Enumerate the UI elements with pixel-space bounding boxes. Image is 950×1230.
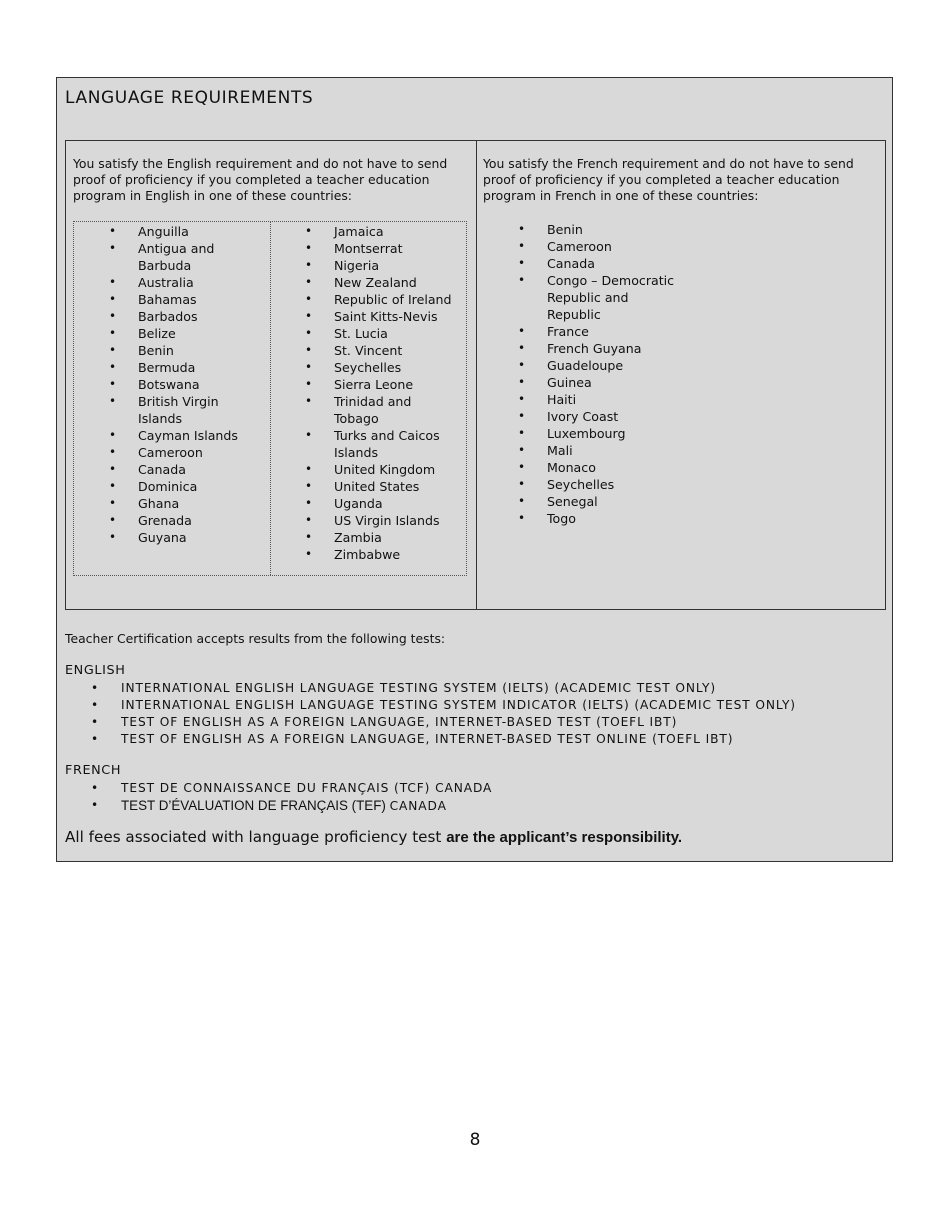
- list-item-text: Mali: [547, 443, 573, 458]
- list-item-text: St. Vincent: [334, 343, 403, 358]
- bullet-icon: •: [518, 375, 526, 389]
- list-item-text: British Virgin Islands: [138, 394, 219, 426]
- bullet-icon: •: [305, 496, 313, 510]
- list-item: [74, 325, 238, 342]
- list-item-text: Belize: [138, 326, 176, 341]
- bullet-icon: •: [109, 479, 117, 493]
- bullet-icon: •: [518, 273, 526, 287]
- list-item: [270, 325, 459, 342]
- fees-emphasis: are the applicant’s responsibility.: [446, 829, 683, 846]
- bullet-icon: •: [518, 494, 526, 508]
- list-item-text: Cameroon: [138, 445, 203, 460]
- list-item: [483, 408, 682, 425]
- list-item: [483, 391, 682, 408]
- list-item: [74, 495, 238, 512]
- english-countries-col1: [74, 223, 270, 546]
- english-countries-col2: [270, 223, 467, 563]
- list-item: [270, 291, 459, 308]
- list-item: [270, 257, 459, 274]
- list-item-text: Uganda: [334, 496, 383, 511]
- bullet-icon: •: [305, 394, 313, 408]
- bullet-icon: •: [91, 698, 100, 712]
- bullet-icon: •: [91, 715, 100, 729]
- list-item: [483, 357, 682, 374]
- fees-text: All fees associated with language proficiency test: [65, 828, 447, 846]
- bullet-icon: •: [109, 224, 117, 238]
- list-item: [74, 461, 238, 478]
- list-item: [483, 238, 682, 255]
- list-item: [270, 308, 459, 325]
- list-item: [270, 240, 459, 257]
- list-item: [74, 393, 238, 427]
- bullet-icon: •: [305, 292, 313, 306]
- list-item-text: Guyana: [138, 530, 187, 545]
- list-item-text: Jamaica: [334, 224, 384, 239]
- list-item: [483, 459, 682, 476]
- list-item: [74, 342, 238, 359]
- language-requirements-box: [56, 77, 893, 862]
- list-item-text: US Virgin Islands: [334, 513, 440, 528]
- french-countries-list: [483, 221, 733, 527]
- english-countries-grid: [73, 221, 467, 576]
- list-item-text: United States: [334, 479, 420, 494]
- list-item: [270, 427, 459, 461]
- bullet-icon: •: [109, 428, 117, 442]
- list-item: [74, 376, 238, 393]
- list-item: [483, 272, 682, 323]
- bullet-icon: •: [305, 513, 313, 527]
- list-item: [74, 291, 238, 308]
- bullet-icon: •: [91, 681, 100, 695]
- list-item: [65, 680, 865, 697]
- list-item-text: Haiti: [547, 392, 577, 407]
- list-item: [65, 797, 865, 815]
- test-name-part1: TEST D’ÉVALUATION DE FRANÇAIS (TEF): [121, 798, 390, 813]
- list-item-text: St. Lucia: [334, 326, 388, 341]
- list-item: [65, 780, 865, 797]
- bullet-icon: •: [518, 460, 526, 474]
- list-item: [74, 240, 238, 274]
- bullet-icon: •: [109, 275, 117, 289]
- english-requirement-intro: You satisfy the English requirement and do not have to send proof of proficiency if you completed a teacher education program in English in one of these countries:: [73, 156, 448, 203]
- list-item-text: Ivory Coast: [547, 409, 619, 424]
- bullet-icon: •: [305, 377, 313, 391]
- list-item: [483, 374, 682, 391]
- list-item: [65, 697, 865, 714]
- section-title: LANGUAGE REQUIREMENTS: [65, 88, 314, 108]
- list-item: [483, 221, 682, 238]
- list-item-text: Republic of Ireland: [334, 292, 452, 307]
- bullet-icon: •: [109, 309, 117, 323]
- list-item-text: Cameroon: [547, 239, 612, 254]
- list-item-text: Monaco: [547, 460, 596, 475]
- bullet-icon: •: [305, 343, 313, 357]
- bullet-icon: •: [305, 275, 313, 289]
- list-item-text: Canada: [138, 462, 186, 477]
- bullet-icon: •: [518, 392, 526, 406]
- list-item: [483, 510, 682, 527]
- list-item: [74, 359, 238, 376]
- bullet-icon: •: [109, 462, 117, 476]
- bullet-icon: •: [518, 443, 526, 457]
- list-item: [270, 546, 459, 563]
- bullet-icon: •: [518, 222, 526, 236]
- bullet-icon: •: [91, 781, 100, 795]
- bullet-icon: •: [109, 360, 117, 374]
- list-item: [270, 359, 459, 376]
- list-item: [65, 714, 865, 731]
- list-item-text: Saint Kitts-Nevis: [334, 309, 438, 324]
- list-item-text: Grenada: [138, 513, 192, 528]
- bullet-icon: •: [518, 511, 526, 525]
- bullet-icon: •: [518, 324, 526, 338]
- list-item-text: Senegal: [547, 494, 598, 509]
- bullet-icon: •: [305, 530, 313, 544]
- bullet-icon: •: [305, 547, 313, 561]
- list-item-text: Nigeria: [334, 258, 380, 273]
- bullet-icon: •: [518, 409, 526, 423]
- bullet-icon: •: [305, 309, 313, 323]
- bullet-icon: •: [109, 513, 117, 527]
- bullet-icon: •: [518, 477, 526, 491]
- fees-notice: [65, 828, 682, 846]
- tests-intro: Teacher Certification accepts results from the following tests:: [65, 631, 446, 646]
- list-item: [270, 512, 459, 529]
- bullet-icon: •: [109, 326, 117, 340]
- list-item-text: Montserrat: [334, 241, 403, 256]
- list-item: [270, 274, 459, 291]
- bullet-icon: •: [109, 241, 117, 255]
- bullet-icon: •: [109, 394, 117, 408]
- bullet-icon: •: [109, 530, 117, 544]
- bullet-icon: •: [109, 292, 117, 306]
- list-item-text: United Kingdom: [334, 462, 436, 477]
- list-item-text: Luxembourg: [547, 426, 626, 441]
- list-item: [270, 495, 459, 512]
- list-item-text: Dominica: [138, 479, 198, 494]
- list-item: [483, 493, 682, 510]
- list-item-text: Seychelles: [334, 360, 402, 375]
- list-item: [270, 393, 459, 427]
- bullet-icon: •: [109, 496, 117, 510]
- bullet-icon: •: [109, 377, 117, 391]
- list-item: [270, 529, 459, 546]
- bullet-icon: •: [305, 258, 313, 272]
- list-item: [270, 461, 459, 478]
- list-item: [270, 478, 459, 495]
- list-item-text: Congo – Democratic Republic and Republic: [547, 273, 675, 322]
- bullet-icon: •: [518, 256, 526, 270]
- french-requirement-intro: You satisfy the French requirement and do not have to send proof of proficiency if you completed a teacher education program in French in one of these countries:: [483, 156, 854, 203]
- list-item-text: Trinidad and Tobago: [334, 394, 412, 426]
- list-item-text: Antigua and Barbuda: [138, 241, 215, 273]
- list-item-text: Togo: [547, 511, 576, 526]
- bullet-icon: •: [305, 360, 313, 374]
- french-requirement-cell: [476, 141, 885, 609]
- requirements-table: [65, 140, 886, 610]
- list-item-text: Benin: [547, 222, 583, 237]
- bullet-icon: •: [109, 343, 117, 357]
- list-item-text: Sierra Leone: [334, 377, 414, 392]
- list-item-text: Guinea: [547, 375, 592, 390]
- list-item-text: INTERNATIONAL ENGLISH LANGUAGE TESTING SYSTEM (IELTS) (ACADEMIC TEST ONLY): [121, 681, 716, 695]
- bullet-icon: •: [518, 358, 526, 372]
- bullet-icon: •: [109, 445, 117, 459]
- list-item: [270, 342, 459, 359]
- bullet-icon: •: [305, 224, 313, 238]
- list-item-text: New Zealand: [334, 275, 417, 290]
- list-item: [74, 529, 238, 546]
- list-item: [270, 223, 459, 240]
- french-tests-list: [65, 780, 865, 815]
- list-item-text: Botswana: [138, 377, 200, 392]
- list-item-text: Ghana: [138, 496, 180, 511]
- list-item-text: Turks and Caicos Islands: [334, 428, 440, 460]
- bullet-icon: •: [305, 479, 313, 493]
- bullet-icon: •: [518, 239, 526, 253]
- list-item-text: Canada: [547, 256, 595, 271]
- list-item: [74, 427, 238, 444]
- list-item: [74, 223, 238, 240]
- list-item: [74, 478, 238, 495]
- bullet-icon: •: [91, 798, 100, 812]
- list-item-text: Guadeloupe: [547, 358, 624, 373]
- bullet-icon: •: [305, 241, 313, 255]
- list-item-text: Bahamas: [138, 292, 197, 307]
- list-item-text: Zimbabwe: [334, 547, 401, 562]
- bullet-icon: •: [91, 732, 100, 746]
- list-item-text: Australia: [138, 275, 194, 290]
- list-item-text: Benin: [138, 343, 174, 358]
- list-item-text: TEST OF ENGLISH AS A FOREIGN LANGUAGE, INTERNET-BASED TEST ONLINE (TOEFL IBT): [121, 732, 734, 746]
- list-item: [74, 308, 238, 325]
- list-item: [270, 376, 459, 393]
- list-item: [65, 731, 865, 748]
- bullet-icon: •: [518, 341, 526, 355]
- list-item: [74, 274, 238, 291]
- english-tests-heading: ENGLISH: [65, 663, 126, 678]
- list-item-text: TEST OF ENGLISH AS A FOREIGN LANGUAGE, INTERNET-BASED TEST (TOEFL IBT): [121, 715, 678, 729]
- list-item-text: Barbados: [138, 309, 198, 324]
- list-item-text: Cayman Islands: [138, 428, 238, 443]
- list-item-text: Anguilla: [138, 224, 189, 239]
- list-item-text: Seychelles: [547, 477, 615, 492]
- list-item: [483, 323, 682, 340]
- list-item-text: French Guyana: [547, 341, 642, 356]
- list-item: [483, 425, 682, 442]
- list-item: [483, 442, 682, 459]
- list-item-text: Zambia: [334, 530, 382, 545]
- bullet-icon: •: [305, 326, 313, 340]
- list-item-text: France: [547, 324, 589, 339]
- list-item-text: INTERNATIONAL ENGLISH LANGUAGE TESTING SYSTEM INDICATOR (IELTS) (ACADEMIC TEST ONLY): [121, 698, 796, 712]
- list-item: [74, 512, 238, 529]
- bullet-icon: •: [305, 428, 313, 442]
- page-number: 8: [469, 1130, 481, 1150]
- bullet-icon: •: [305, 462, 313, 476]
- list-item: [483, 476, 682, 493]
- test-name-part2: CANADA: [389, 799, 447, 813]
- list-item-text: Bermuda: [138, 360, 196, 375]
- bullet-icon: •: [518, 426, 526, 440]
- test-name: TEST DE CONNAISSANCE DU FRANÇAIS (TCF) CANADA: [121, 781, 493, 795]
- english-requirement-cell: [66, 141, 477, 609]
- french-tests-heading: FRENCH: [65, 763, 122, 778]
- english-tests-list: [65, 680, 865, 748]
- list-item: [74, 444, 238, 461]
- list-item: [483, 340, 682, 357]
- list-item: [483, 255, 682, 272]
